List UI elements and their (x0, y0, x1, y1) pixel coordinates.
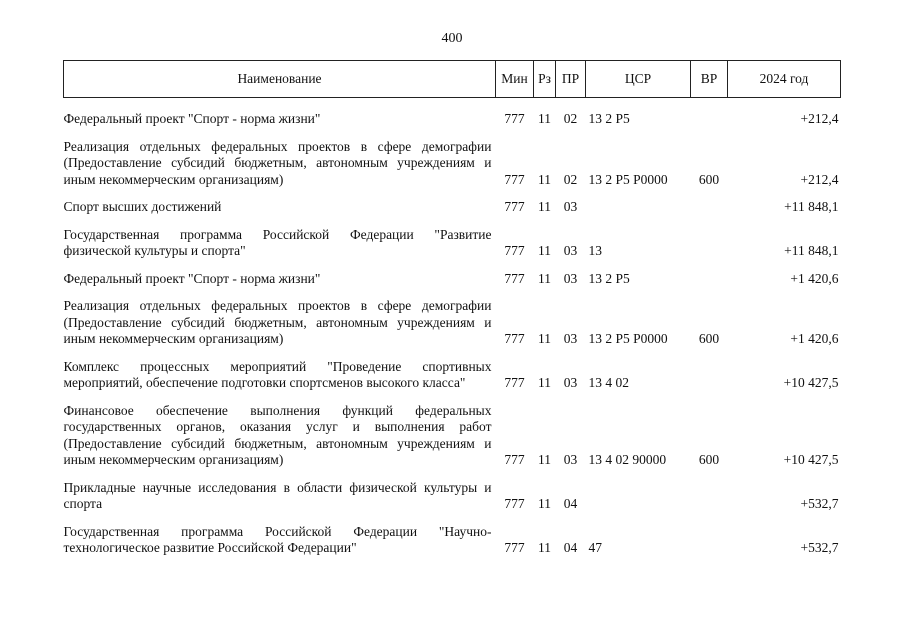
row-min: 777 (504, 540, 525, 555)
row-amount: +1 420,6 (790, 331, 839, 346)
row-min: 777 (504, 331, 525, 346)
row-csr: 13 2 Р5 (588, 111, 630, 126)
table-row (64, 111, 841, 128)
row-name: Государственная программа Российской Федерации "Научно-технологическое развитие Российской Федерации" (63, 523, 492, 555)
row-min: 777 (504, 270, 525, 286)
row-name: Реализация отдельных федеральных проектов в сфере демографии (Предоставление субсидий бюджетным, автономным учреждениям и иным некоммерческим организациям) (63, 298, 492, 346)
row-spacer (64, 469, 841, 480)
row-spacer (64, 392, 841, 403)
header-rz: Рз (534, 61, 556, 98)
row-pr: 03 (563, 375, 578, 390)
row-name: Спорт высших достижений (63, 199, 222, 214)
row-vr (691, 199, 728, 216)
row-min: 777 (504, 171, 525, 187)
row-amount: +532,7 (800, 540, 839, 555)
row-vr: 600 (698, 171, 720, 187)
row-vr: 600 (698, 331, 720, 346)
row-vr (691, 480, 728, 513)
row-spacer (64, 260, 841, 271)
row-amount: +11 848,1 (784, 199, 839, 214)
row-amount: +1 420,6 (790, 270, 839, 286)
row-vr (691, 271, 728, 288)
row-vr (691, 227, 728, 260)
row-spacer (64, 513, 841, 524)
row-csr: 13 2 Р5 (588, 270, 630, 286)
row-csr: 13 4 02 90000 (588, 452, 667, 467)
row-pr: 02 (563, 171, 578, 187)
row-spacer (64, 348, 841, 359)
row-rz: 11 (538, 171, 551, 187)
row-min: 777 (504, 111, 525, 126)
row-csr: 13 2 Р5 Р0000 (588, 331, 668, 346)
row-spacer-cell (64, 513, 841, 524)
row-spacer (64, 287, 841, 298)
header-csr: ЦСР (586, 61, 691, 98)
row-pr: 03 (563, 452, 578, 467)
row-min: 777 (504, 452, 525, 467)
row-name: Комплекс процессных мероприятий "Проведение спортивных мероприятий, обеспечение подготовки спортсменов высокого класса" (63, 358, 492, 390)
row-csr: 13 (588, 243, 602, 258)
row-vr: 600 (698, 452, 720, 467)
row-amount: +212,4 (800, 111, 839, 126)
row-csr (586, 199, 691, 216)
table-body (64, 98, 841, 557)
row-csr (586, 480, 691, 513)
row-spacer (64, 188, 841, 199)
row-rz: 11 (538, 243, 551, 258)
row-name: Государственная программа Российской Федерации "Развитие физической культуры и спорта" (63, 226, 492, 258)
row-rz: 11 (538, 270, 551, 286)
table-row (64, 139, 841, 189)
row-pr: 03 (563, 270, 578, 286)
row-amount: +10 427,5 (783, 452, 839, 467)
row-amount: +11 848,1 (784, 243, 839, 258)
row-pr: 04 (563, 540, 578, 555)
row-amount: +10 427,5 (783, 375, 839, 390)
header-pr: ПР (556, 61, 586, 98)
row-spacer-cell (64, 128, 841, 139)
budget-table (63, 60, 841, 557)
row-spacer-cell (64, 469, 841, 480)
row-rz: 11 (538, 540, 551, 555)
row-csr: 13 2 Р5 Р0000 (588, 171, 668, 187)
header-row (64, 61, 841, 98)
row-min: 777 (504, 243, 525, 258)
row-name: Прикладные научные исследования в области физической культуры и спорта (63, 479, 492, 511)
header-name: Наименование (64, 61, 496, 98)
table-row (64, 480, 841, 513)
row-rz: 11 (538, 452, 551, 467)
row-name: Федеральный проект "Спорт - норма жизни" (63, 111, 321, 126)
row-vr (691, 111, 728, 128)
row-pr: 04 (563, 496, 578, 511)
row-spacer-cell (64, 216, 841, 227)
row-min: 777 (504, 375, 525, 390)
header-min: Мин (496, 61, 534, 98)
row-spacer (64, 98, 841, 112)
row-spacer (64, 216, 841, 227)
row-spacer (64, 128, 841, 139)
table-row (64, 359, 841, 392)
page-number: 400 (441, 31, 463, 46)
row-rz: 11 (538, 496, 551, 511)
header-vr: ВР (691, 61, 728, 98)
row-vr (691, 359, 728, 392)
row-spacer-cell (64, 348, 841, 359)
row-spacer-cell (64, 287, 841, 298)
row-pr: 02 (563, 111, 578, 126)
row-amount: +212,4 (800, 171, 839, 187)
row-min: 777 (504, 496, 525, 511)
row-name: Финансовое обеспечение выполнения функций федеральных государственных органов, оказания услуг и выполнения работ (Предоставление субсидий бюджетным, автономным учреждениям и иным некоммерческим организациям) (63, 402, 492, 467)
row-vr (691, 524, 728, 557)
row-csr: 13 4 02 (588, 375, 629, 390)
row-rz: 11 (538, 199, 551, 214)
row-name: Федеральный проект "Спорт - норма жизни" (63, 270, 321, 286)
row-pr: 03 (563, 331, 578, 346)
row-min: 777 (504, 199, 525, 214)
table-row (64, 227, 841, 260)
row-amount: +532,7 (800, 496, 839, 511)
header-year: 2024 год (728, 61, 841, 98)
table-row (64, 403, 841, 469)
row-rz: 11 (538, 331, 551, 346)
row-spacer-cell (64, 260, 841, 271)
row-rz: 11 (538, 375, 551, 390)
row-spacer-cell (64, 392, 841, 403)
table-row (64, 199, 841, 216)
row-pr: 03 (563, 243, 578, 258)
table-row (64, 271, 841, 288)
row-pr: 03 (563, 199, 578, 214)
row-csr: 47 (588, 540, 602, 555)
row-rz: 11 (538, 111, 551, 126)
table-row (64, 298, 841, 348)
table-row (64, 524, 841, 557)
row-name: Реализация отдельных федеральных проектов в сфере демографии (Предоставление субсидий бюджетным, автономным учреждениям и иным некоммерческим организациям) (63, 138, 492, 187)
row-spacer-cell (64, 98, 841, 112)
row-spacer-cell (64, 188, 841, 199)
